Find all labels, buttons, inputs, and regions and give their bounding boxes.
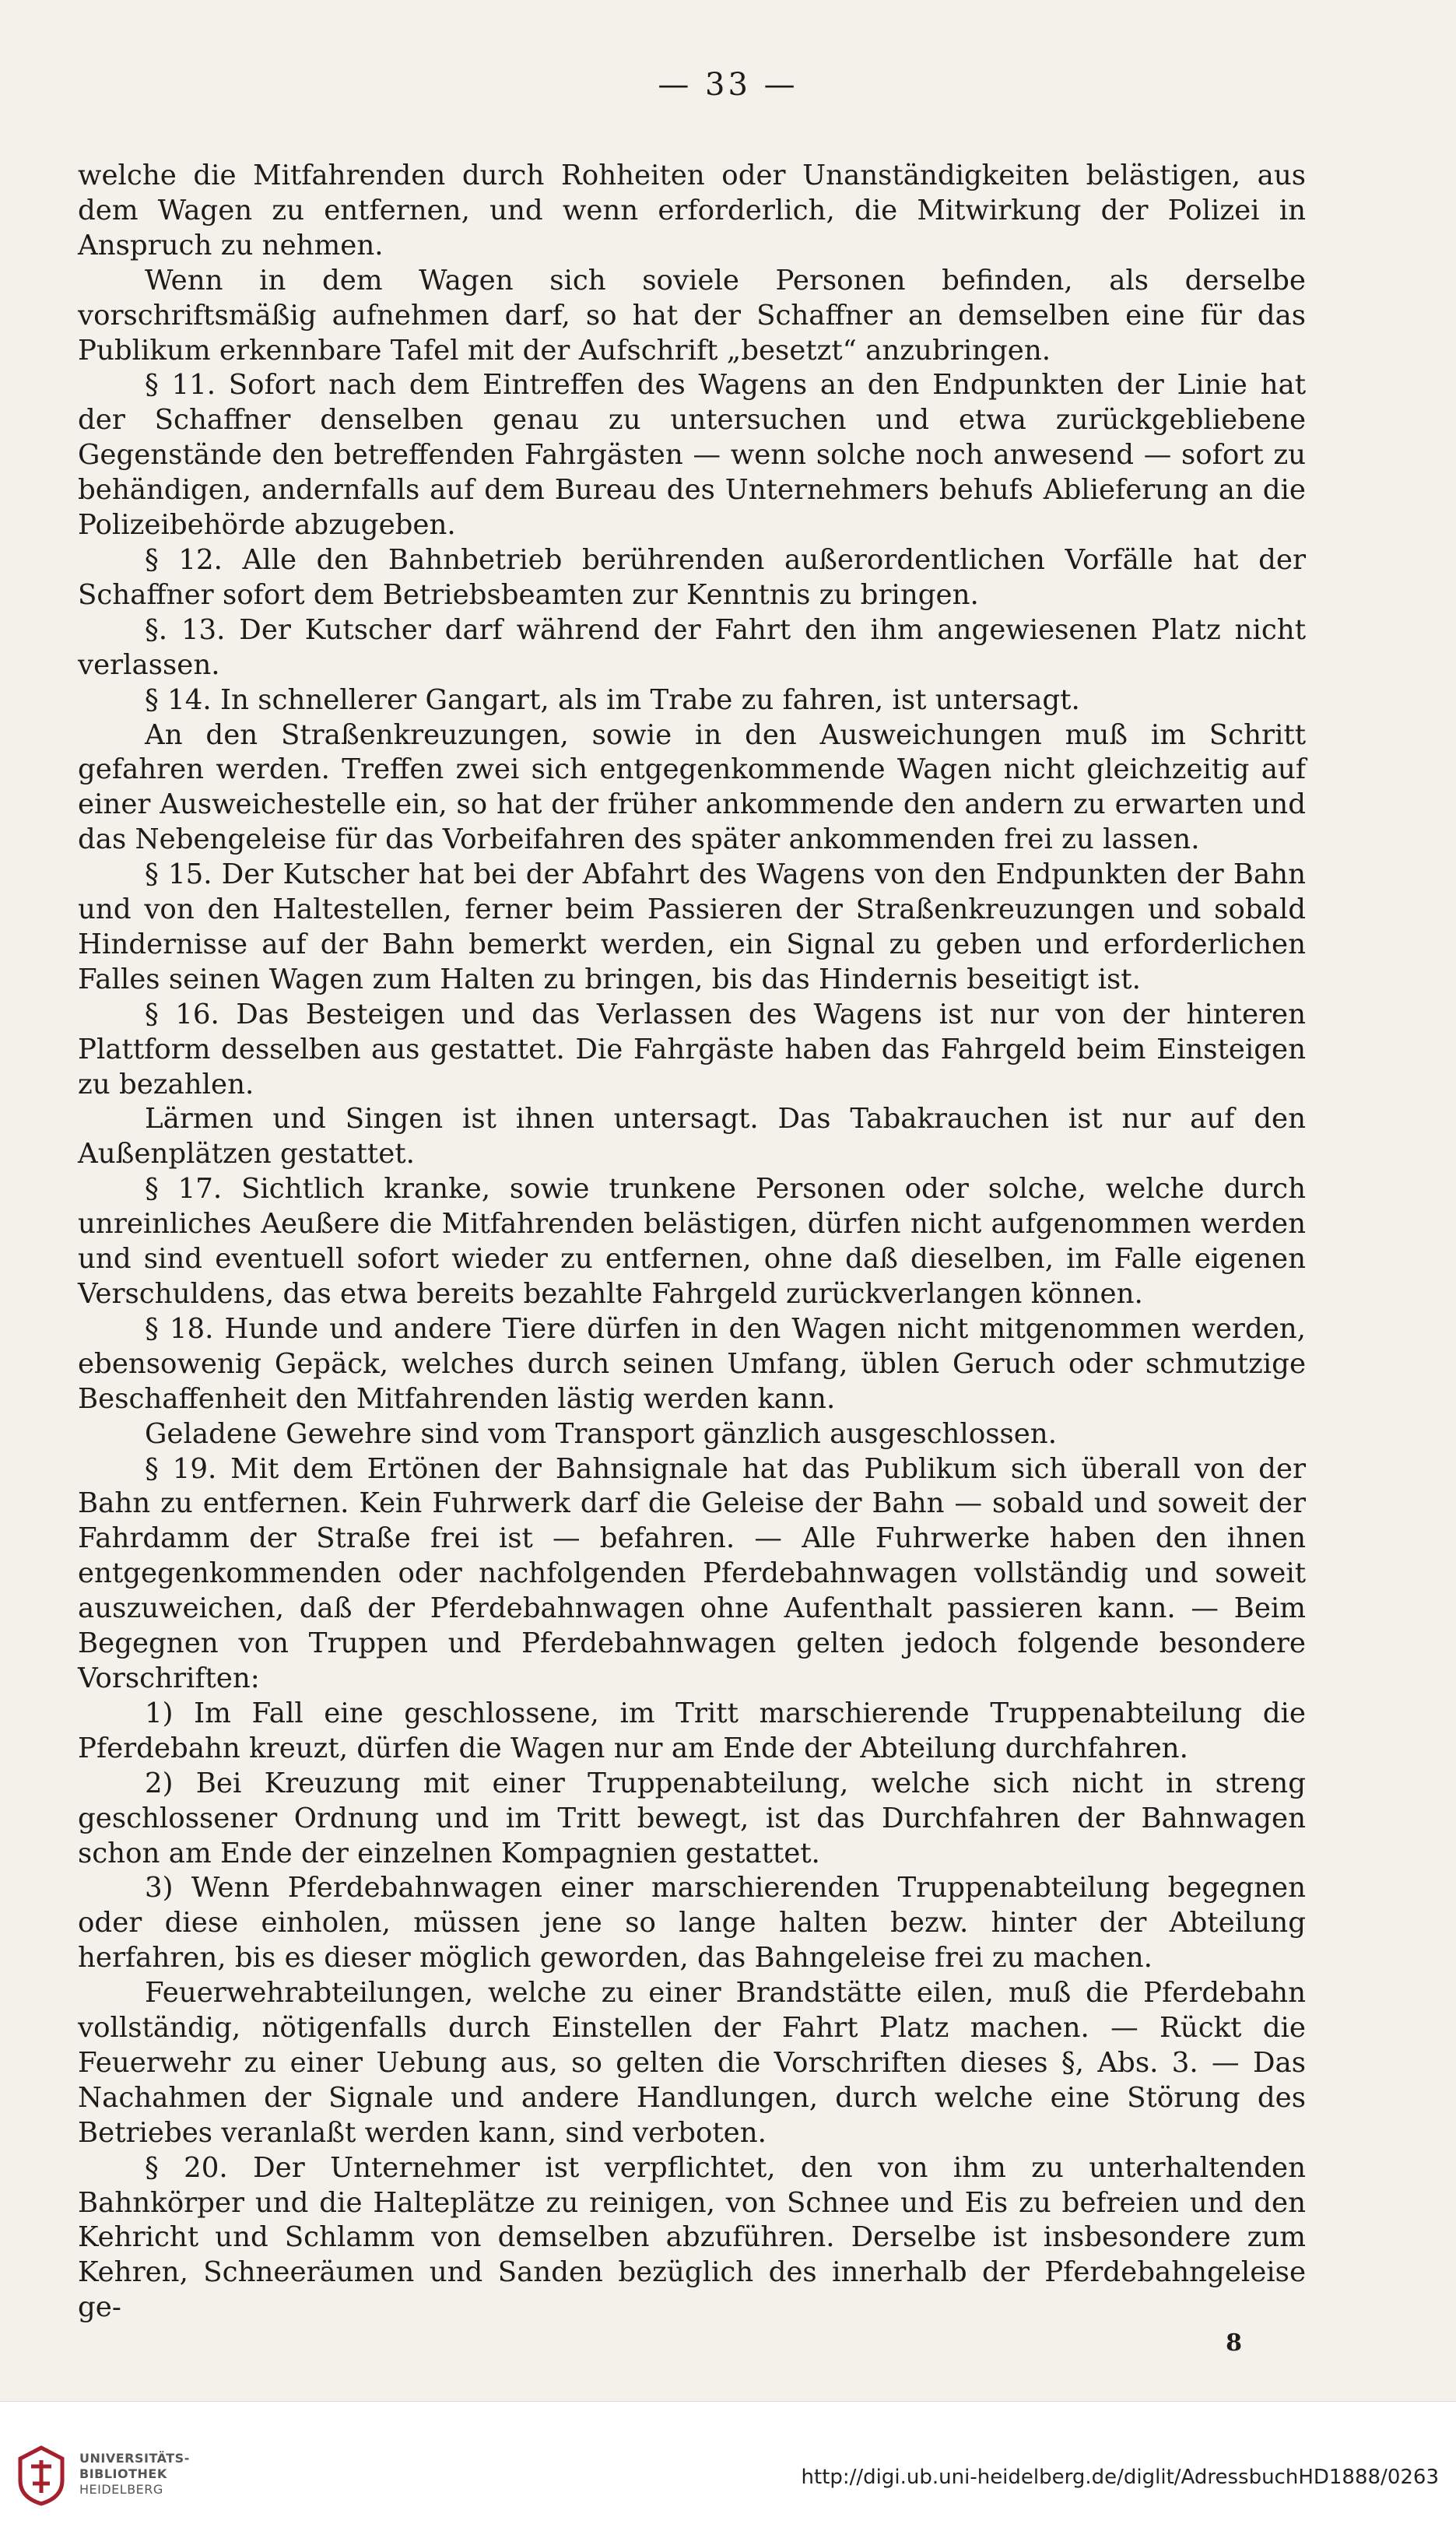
library-name: [79, 2451, 190, 2498]
paragraph-section-13: §. 13. Der Kutscher darf während der Fahrt den ihm angewiesenen Platz nicht verlassen.: [78, 613, 1306, 681]
signature-mark: 8: [1226, 2329, 1242, 2357]
paragraph-section-11: § 11. Sofort nach dem Eintreffen des Wagens an den Endpunkten der Linie hat der Schaffner denselben genau zu untersuchen und etwa zurückgebliebene Gegenstände den betreffenden Fahrgästen — wenn solche noch anwesend — sofort zu behändigen, andernfalls auf dem Bureau des Unternehmers behufs Ablieferung an die Polizeibehörde abzugeben.: [78, 369, 1306, 542]
footer-bar: [0, 2401, 1456, 2538]
paragraph-section-16: § 16. Das Besteigen und das Verlassen des Wagens ist nur von der hinteren Plattform desselben aus gestattet. Die Fahrgäste haben das Fahrgeld beim Einsteigen zu bezahlen.: [78, 998, 1306, 1101]
library-logo[interactable]: [16, 2445, 190, 2507]
library-name-line: HEIDELBERG: [79, 2482, 163, 2497]
library-name-line: BIBLIOTHEK: [79, 2466, 167, 2481]
paragraph: Feuerwehrabteilungen, welche zu einer Brandstätte eilen, muß die Pferdebahn vollständig, nötigenfalls durch Einstellen der Fahrt Platz machen. — Rückt die Feuerwehr zu einer Uebung aus, so gelten die Vorschriften dieses §, Abs. 3. — Das Nachahmen der Signale und andere Handlungen, durch welche eine Störung des Betriebes veranlaßt werden kann, sind verboten.: [78, 1977, 1306, 2149]
paragraph-section-18: § 18. Hunde und andere Tiere dürfen in den Wagen nicht mitgenommen werden, ebensowenig Gepäck, welches durch seinen Umfang, üblen Geruch oder schmutzige Beschaffenheit den Mitfahrenden lästig werden kann.: [78, 1312, 1306, 1415]
paragraph: Wenn in dem Wagen sich soviele Personen befinden, als derselbe vorschriftsmäßig aufnehmen darf, so hat der Schaffner an demselben eine für das Publikum erkennbare Tafel mit der Aufschrift „besetzt“ anzubringen.: [78, 264, 1306, 367]
paragraph: Lärmen und Singen ist ihnen untersagt. Das Tabakrauchen ist nur auf den Außenplätzen gestattet.: [78, 1103, 1306, 1171]
paragraph-section-15: § 15. Der Kutscher hat bei der Abfahrt des Wagens von den Endpunkten der Bahn und von den Haltestellen, ferner beim Passieren der Straßenkreuzungen und sobald Hindernisse auf der Bahn bemerkt werden, ein Signal zu geben und erforderlichen Falles seinen Wagen zum Halten zu bringen, bis das Hindernis beseitigt ist.: [78, 858, 1306, 995]
paragraph-section-19: § 19. Mit dem Ertönen der Bahnsignale hat das Publikum sich überall von der Bahn zu entfernen. Kein Fuhrwerk darf die Geleise der Bahn — sobald und soweit der Fahrdamm der Straße frei ist — befahren. — Alle Fuhrwerke haben den ihnen entgegenkommenden oder nachfolgenden Pferdebahnwagen vollständig und soweit auszuweichen, daß der Pferdebahnwagen ohne Aufenthalt passieren kann. — Beim Begegnen von Truppen und Pferdebahnwagen gelten jedoch folgende besondere Vorschriften:: [78, 1452, 1306, 1694]
body-text: [78, 159, 1306, 2326]
paragraph-rule-1: 1) Im Fall eine geschlossene, im Tritt marschierende Truppenabteilung die Pferdebahn kreuzt, dürfen die Wagen nur am Ende der Abteilung durchfahren.: [78, 1697, 1306, 1764]
paragraph-section-12: § 12. Alle den Bahnbetrieb berührenden außerordentlichen Vorfälle hat der Schaffner sofort dem Betriebsbeamten zur Kenntnis zu bringen.: [78, 543, 1306, 611]
library-name-line: UNIVERSITÄTS-: [79, 2451, 190, 2466]
page-number: — 33 —: [658, 67, 798, 103]
paragraph-section-20: § 20. Der Unternehmer ist verpflichtet, den von ihm zu unterhaltenden Bahnkörper und die Halteplätze zu reinigen, von Schnee und Eis zu befreien und den Kehricht und Schlamm von demselben abzuführen. Derselbe ist insbesondere zum Kehren, Schneeräumen und Sanden bezüglich des innerhalb der Pferdebahngeleise ge-: [78, 2151, 1306, 2324]
paragraph: An den Straßenkreuzungen, sowie in den Ausweichungen muß im Schritt gefahren werden. Treffen zwei sich entgegenkommende Wagen nicht gleichzeitig auf einer Ausweichestelle ein, so hat der früher ankommende den andern zu erwarten und das Nebengeleise für das Vorbeifahren des später ankommenden frei zu lassen.: [78, 718, 1306, 856]
source-url-link[interactable]: http://digi.ub.uni-heidelberg.de/diglit/AdressbuchHD1888/0263: [801, 2466, 1439, 2489]
paragraph-section-14: § 14. In schnellerer Gangart, als im Trabe zu fahren, ist untersagt.: [145, 683, 1080, 716]
paragraph-rule-3: 3) Wenn Pferdebahnwagen einer marschierenden Truppenabteilung begegnen oder diese einholen, müssen jene so lange halten bezw. hinter der Abteilung herfahren, bis es dieser möglich geworden, das Bahngeleise frei zu machen.: [78, 1872, 1306, 1975]
paragraph: Geladene Gewehre sind vom Transport gänzlich ausgeschlossen.: [145, 1417, 1058, 1450]
library-seal-icon: [16, 2445, 67, 2507]
paragraph: welche die Mitfahrenden durch Rohheiten oder Unanständigkeiten belästigen, aus dem Wagen zu entfernen, und wenn erforderlich, die Mitwirkung der Polizei in Anspruch zu nehmen.: [78, 160, 1306, 262]
paragraph-rule-2: 2) Bei Kreuzung mit einer Truppenabteilung, welche sich nicht in streng geschlossener Ordnung und im Tritt bewegt, ist das Durchfahren der Bahnwagen schon am Ende der einzelnen Kompagnien gestattet.: [78, 1767, 1306, 1869]
paragraph-section-17: § 17. Sichtlich kranke, sowie trunkene Personen oder solche, welche durch unreinliches Aeußere die Mitfahrenden belästigen, dürfen nicht aufgenommen werden und sind eventuell sofort wieder zu entfernen, ohne daß dieselben, im Falle eigenen Verschuldens, das etwa bereits bezahlte Fahrgeld zurückverlangen können.: [78, 1173, 1306, 1310]
